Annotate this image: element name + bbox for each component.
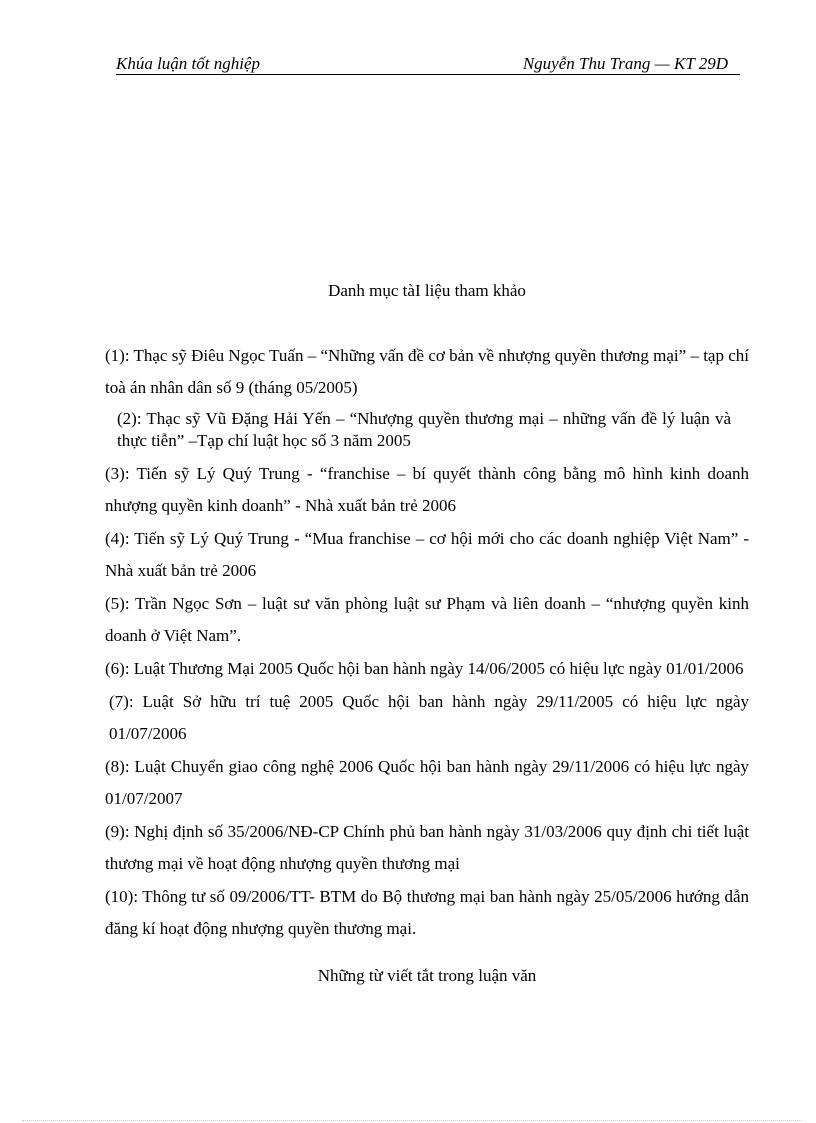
page-header <box>116 52 740 75</box>
reference-item-4: (4): Tiến sỹ Lý Quý Trung - “Mua franchise – cơ hội mới cho các doanh nghiệp Việt Nam” - Nhà xuất bản trẻ 2006 <box>105 529 749 580</box>
references-title: Danh mục tàI liệu tham khảo <box>328 281 526 300</box>
abbreviations-heading: Những từ viết tắt trong luận văn <box>317 966 537 985</box>
reference-item-7: (7): Luật Sở hữu trí tuệ 2005 Quốc hội ban hành ngày 29/11/2005 có hiệu lực ngày 01/07/2006 <box>109 692 749 743</box>
reference-item-2: (2): Thạc sỹ Vũ Đặng Hải Yến – “Nhượng quyền thương mại – những vấn đề lý luận và thực tiễn” –Tạp chí luật học số 3 năm 2005 <box>117 409 731 450</box>
reference-item-9: (9): Nghị định số 35/2006/NĐ-CP Chính phủ ban hành ngày 31/03/2006 quy định chi tiết luật thương mại về hoạt động nhượng quyền thương mại <box>105 822 749 873</box>
page-bottom-divider <box>22 1120 802 1121</box>
reference-item-10: (10): Thông tư số 09/2006/TT- BTM do Bộ thương mại ban hành ngày 25/05/2006 hướng dẫn đăng kí hoạt động nhượng quyền thương mại. <box>105 887 749 938</box>
header-thesis-label: Khúa luận tốt nghiệp <box>116 54 261 73</box>
reference-item-6: (6): Luật Thương Mại 2005 Quốc hội ban hành ngày 14/06/2005 có hiệu lực ngày 01/01/2006 <box>105 659 744 678</box>
reference-item-5: (5): Trần Ngọc Sơn – luật sư văn phòng luật sư Phạm và liên doanh – “nhượng quyền kinh doanh ở Việt Nam”. <box>105 594 749 645</box>
reference-list <box>105 340 749 946</box>
header-author: Nguyễn Thu Trang — KT 29D <box>522 54 728 73</box>
reference-item-8: (8): Luật Chuyển giao công nghệ 2006 Quốc hội ban hành ngày 29/11/2006 có hiệu lực ngày 01/07/2007 <box>105 757 749 808</box>
reference-item-1: (1): Thạc sỹ Điêu Ngọc Tuấn – “Những vấn đề cơ bản về nhượng quyền thương mại” – tạp chí toà án nhân dân số 9 (tháng 05/2005) <box>105 346 749 397</box>
reference-item-3: (3): Tiến sỹ Lý Quý Trung - “franchise – bí quyết thành công bằng mô hình kinh doanh nhượng quyền kinh doanh” - Nhà xuất bản trẻ 2006 <box>105 464 749 515</box>
